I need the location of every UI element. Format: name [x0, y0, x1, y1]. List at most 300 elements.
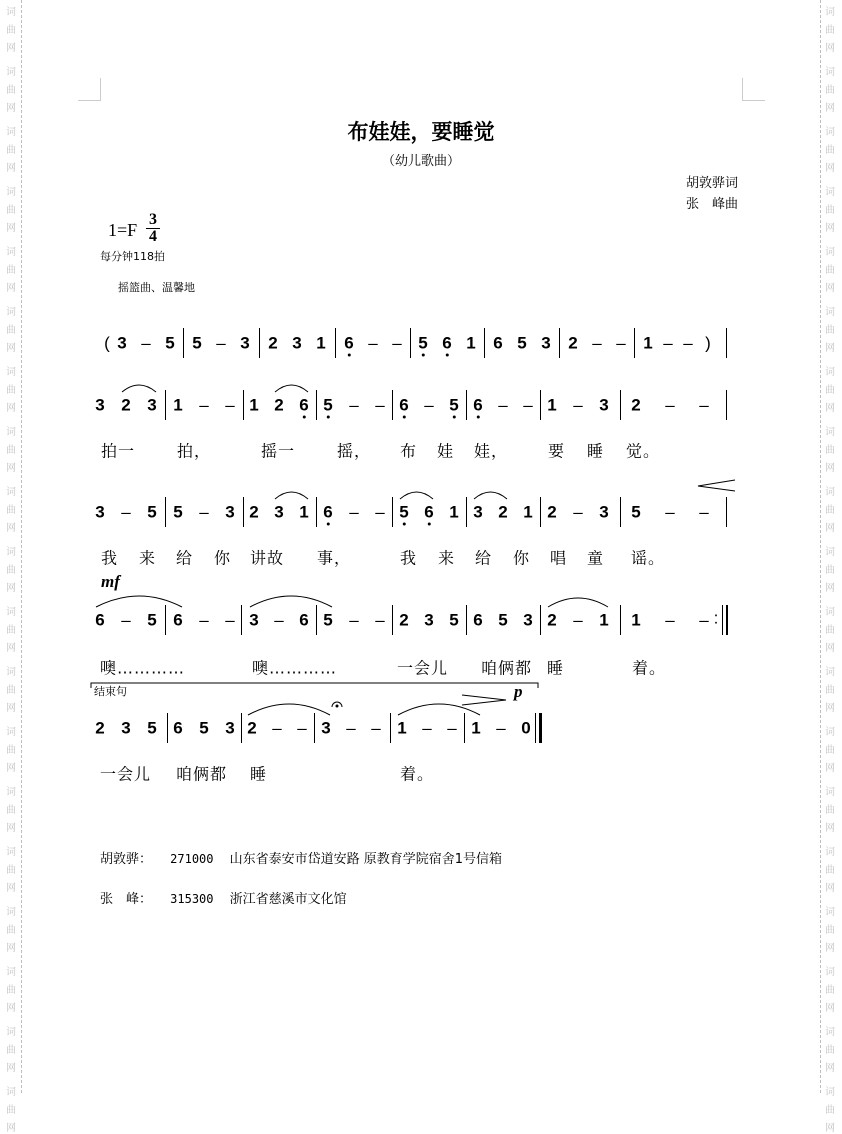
- watermark-char: 曲: [6, 745, 16, 756]
- watermark-char: 曲: [825, 25, 835, 36]
- watermark-char: 网: [825, 1003, 835, 1014]
- watermark-char: 词: [6, 967, 16, 978]
- watermark-char: 网: [825, 463, 835, 474]
- note-value: 3: [599, 395, 609, 415]
- barline: [314, 713, 315, 743]
- note-value: 6: [173, 718, 183, 738]
- note-value: 6: [473, 610, 483, 630]
- double-barline: [722, 605, 723, 635]
- footer-contact-composer: [100, 888, 347, 907]
- sustain-dash: [297, 720, 306, 737]
- note-value: 1: [631, 610, 641, 630]
- note-value: 0: [521, 718, 531, 738]
- note-value: –: [199, 610, 209, 630]
- sustain-dash: [424, 397, 433, 414]
- sustain-dash: [371, 720, 380, 737]
- lyric: 谣。: [631, 548, 666, 568]
- watermark-char: 网: [825, 283, 835, 294]
- watermark-char: 网: [6, 163, 16, 174]
- barline: [726, 328, 727, 358]
- note-value: 6: [173, 610, 183, 630]
- note-value: 5: [399, 502, 409, 522]
- note-value: 3: [523, 610, 533, 630]
- note-value: ): [705, 333, 711, 353]
- barline: [634, 328, 635, 358]
- note-value: –: [447, 718, 457, 738]
- low-octave-dot: [446, 354, 449, 357]
- note: [471, 720, 480, 737]
- low-octave-dot: [422, 354, 425, 357]
- note-value: 3: [121, 718, 131, 738]
- note: [299, 397, 308, 414]
- watermark-char: 网: [825, 763, 835, 774]
- dynamic-p: p: [514, 682, 523, 701]
- note-value: –: [665, 395, 675, 415]
- note: [498, 504, 507, 521]
- watermark-char: 词: [825, 307, 835, 318]
- watermark-char: 词: [825, 607, 835, 618]
- sustain-dash: [573, 504, 582, 521]
- low-octave-dot: [327, 416, 330, 419]
- note-value: –: [592, 333, 602, 353]
- watermark-char: 曲: [6, 925, 16, 936]
- note: [299, 612, 308, 629]
- note-value: –: [349, 502, 359, 522]
- note: [473, 397, 482, 414]
- note: [631, 397, 640, 414]
- footer-zip: 315300: [170, 892, 214, 906]
- note-value: –: [424, 395, 434, 415]
- note-value: 6: [344, 333, 354, 353]
- watermark-char: 网: [6, 703, 16, 714]
- sustain-dash: [498, 397, 507, 414]
- note-value: 1: [599, 610, 609, 630]
- barline: [392, 497, 393, 527]
- note: [547, 504, 556, 521]
- composer-credit: 张 峰曲: [686, 197, 739, 212]
- watermark-char: 曲: [825, 145, 835, 156]
- barline: [335, 328, 336, 358]
- note: [521, 720, 530, 737]
- note-value: 2: [95, 718, 105, 738]
- watermark-char: 网: [6, 523, 16, 534]
- watermark-char: 词: [825, 187, 835, 198]
- note: [274, 397, 283, 414]
- slur: [248, 704, 330, 715]
- watermark-char: 词: [6, 487, 16, 498]
- watermark-char: 曲: [6, 985, 16, 996]
- note-value: –: [349, 395, 359, 415]
- watermark-char: 曲: [6, 625, 16, 636]
- watermark-char: 曲: [825, 1105, 835, 1116]
- note-value: 6: [442, 333, 452, 353]
- note-value: –: [199, 502, 209, 522]
- barline: [466, 497, 467, 527]
- low-octave-dot: [403, 523, 406, 526]
- barline: [167, 713, 168, 743]
- lyric: 娃，: [474, 441, 509, 461]
- note-value: 2: [274, 395, 284, 415]
- watermark-char: 曲: [6, 1105, 16, 1116]
- watermark-char: 网: [825, 223, 835, 234]
- note-value: 6: [424, 502, 434, 522]
- sustain-dash: [349, 612, 358, 629]
- note-value: –: [349, 610, 359, 630]
- note-value: –: [683, 333, 693, 353]
- note-value: 3: [240, 333, 250, 353]
- lyric: 要: [548, 441, 566, 461]
- note: [541, 335, 550, 352]
- note: [599, 504, 608, 521]
- barline: [726, 497, 727, 527]
- watermark-char: 曲: [825, 805, 835, 816]
- note-value: –: [699, 610, 709, 630]
- barline: [392, 390, 393, 420]
- expression-marking: 摇篮曲、温馨地: [118, 281, 195, 294]
- sustain-dash: [346, 720, 355, 737]
- watermark-char: 曲: [825, 625, 835, 636]
- note: [399, 504, 408, 521]
- watermark-char: 网: [825, 1123, 835, 1134]
- sustain-dash: [665, 504, 674, 521]
- sustain-dash: [199, 612, 208, 629]
- watermark-char: 网: [6, 943, 16, 954]
- key-signature: 1=F: [108, 220, 138, 240]
- watermark-char: 网: [6, 463, 16, 474]
- note-value: 2: [249, 502, 259, 522]
- lyric: 拍一: [101, 441, 136, 461]
- watermark-char: 曲: [6, 505, 16, 516]
- ending-label: 结束句: [94, 685, 127, 698]
- watermark-char: 词: [825, 1027, 835, 1038]
- note-value: –: [573, 502, 583, 522]
- note-value: 5: [418, 333, 428, 353]
- note: [517, 335, 526, 352]
- lyric: 娃: [437, 441, 455, 461]
- note-value: –: [225, 610, 235, 630]
- lyric: 噢…………: [252, 658, 338, 678]
- note: [568, 335, 577, 352]
- note: [323, 397, 332, 414]
- note: [397, 720, 406, 737]
- repeat-dots: :: [713, 608, 719, 628]
- note-value: 2: [631, 395, 641, 415]
- barline: [620, 390, 621, 420]
- note: [268, 335, 277, 352]
- barline: [165, 497, 166, 527]
- note-value: 5: [631, 502, 641, 522]
- sustain-dash: [368, 335, 377, 352]
- note-value: 3: [274, 502, 284, 522]
- lyric: 噢…………: [100, 658, 186, 678]
- note: [399, 612, 408, 629]
- note: [344, 335, 353, 352]
- note-value: 5: [165, 333, 175, 353]
- note-value: 3: [541, 333, 551, 353]
- lyric: 布: [400, 441, 418, 461]
- note-value: 5: [449, 395, 459, 415]
- barline: [165, 390, 166, 420]
- note-value: –: [346, 718, 356, 738]
- low-octave-dot: [453, 416, 456, 419]
- slur: [474, 492, 507, 499]
- note-value: 3: [473, 502, 483, 522]
- barline: [620, 497, 621, 527]
- sustain-dash: [272, 720, 281, 737]
- note: [473, 612, 482, 629]
- note-value: 1: [523, 502, 533, 522]
- lyric: 着。: [400, 764, 435, 784]
- sustain-dash: [225, 397, 234, 414]
- note-value: –: [665, 610, 675, 630]
- note: [424, 612, 433, 629]
- lyric: 一会儿: [397, 658, 449, 678]
- watermark-char: 曲: [825, 445, 835, 456]
- watermark-char: 词: [825, 427, 835, 438]
- watermark-char: 曲: [6, 145, 16, 156]
- note-value: 3: [95, 502, 105, 522]
- watermark-char: 网: [6, 883, 16, 894]
- watermark-char: 网: [825, 403, 835, 414]
- crescendo-hairpin: [698, 480, 735, 491]
- watermark-char: 网: [6, 823, 16, 834]
- note-value: –: [663, 333, 673, 353]
- watermark-char: 曲: [825, 265, 835, 276]
- lyric: 觉。: [626, 441, 661, 461]
- lyric: 睡: [250, 764, 268, 784]
- fermata-dot: [336, 705, 339, 708]
- lyric: 咱俩都: [176, 764, 228, 784]
- note-value: 1: [397, 718, 407, 738]
- barline: [241, 713, 242, 743]
- note-value: 3: [321, 718, 331, 738]
- sustain-dash: [699, 397, 708, 414]
- note: [523, 612, 532, 629]
- note: [247, 720, 256, 737]
- note-value: –: [392, 333, 402, 353]
- note-value: 2: [498, 502, 508, 522]
- lyric: 事，: [317, 548, 352, 568]
- note: [418, 335, 427, 352]
- note-value: 3: [599, 502, 609, 522]
- note-value: –: [573, 610, 583, 630]
- watermark-char: 曲: [6, 565, 16, 576]
- watermark-char: 词: [6, 427, 16, 438]
- note-value: –: [141, 333, 151, 353]
- barline: [464, 713, 465, 743]
- final-barline: [539, 713, 542, 743]
- note-value: 1: [471, 718, 481, 738]
- note: [249, 612, 258, 629]
- watermark-char: 网: [6, 403, 16, 414]
- lyric: 摇一: [261, 441, 296, 461]
- note-value: 5: [147, 718, 157, 738]
- note-value: 2: [268, 333, 278, 353]
- watermark-char: 曲: [6, 685, 16, 696]
- low-octave-dot: [327, 523, 330, 526]
- lyric: 一会儿: [100, 764, 152, 784]
- watermark-char: 曲: [825, 505, 835, 516]
- watermark-char: 网: [825, 823, 835, 834]
- note: [523, 504, 532, 521]
- note: [547, 397, 556, 414]
- watermark-char: 网: [825, 163, 835, 174]
- watermark-char: 网: [825, 1063, 835, 1074]
- note-value: 5: [147, 502, 157, 522]
- note: [147, 612, 156, 629]
- sustain-dash: [375, 612, 384, 629]
- sustain-dash: [496, 720, 505, 737]
- time-signature-bottom: 4: [146, 228, 160, 245]
- note: [323, 612, 332, 629]
- note-value: 2: [121, 395, 131, 415]
- sustain-dash: [199, 397, 208, 414]
- sustain-dash: [199, 504, 208, 521]
- watermark-char: 曲: [6, 805, 16, 816]
- note-value: –: [199, 395, 209, 415]
- watermark-char: 词: [6, 367, 16, 378]
- note-value: –: [699, 502, 709, 522]
- ending-bracket: [91, 683, 538, 688]
- watermark-char: 网: [825, 703, 835, 714]
- note-value: 2: [568, 333, 578, 353]
- note-value: –: [375, 502, 385, 522]
- note-value: 6: [299, 395, 309, 415]
- lyric: 我: [101, 548, 119, 568]
- watermark-char: 曲: [6, 865, 16, 876]
- watermark-char: 曲: [6, 205, 16, 216]
- barline: [392, 605, 393, 635]
- note-value: 2: [247, 718, 257, 738]
- note-value: 6: [299, 610, 309, 630]
- note: [449, 397, 458, 414]
- note-value: –: [297, 718, 307, 738]
- barline: [484, 328, 485, 358]
- note-value: 2: [547, 610, 557, 630]
- note-value: 5: [449, 610, 459, 630]
- note: [442, 335, 451, 352]
- note-value: –: [274, 610, 284, 630]
- note: [599, 397, 608, 414]
- watermark-char: 词: [6, 787, 16, 798]
- slur: [548, 598, 608, 607]
- note-value: 1: [316, 333, 326, 353]
- note-value: –: [121, 502, 131, 522]
- decrescendo-hairpin: [462, 695, 506, 705]
- low-octave-dot: [477, 416, 480, 419]
- footer-zip: 271000: [170, 852, 214, 866]
- note: [292, 335, 301, 352]
- low-octave-dot: [303, 416, 306, 419]
- note-value: –: [523, 395, 533, 415]
- note-value: 6: [493, 333, 503, 353]
- barline: [540, 605, 541, 635]
- low-octave-dot: [428, 523, 431, 526]
- sustain-dash: [523, 397, 532, 414]
- barline: [466, 390, 467, 420]
- watermark-char: 网: [825, 643, 835, 654]
- note-value: 1: [173, 395, 183, 415]
- watermark-char: 曲: [6, 385, 16, 396]
- watermark-char: 词: [825, 127, 835, 138]
- dynamic-mf: mf: [101, 572, 120, 591]
- watermark-char: 网: [6, 1123, 16, 1134]
- watermark-char: 词: [825, 667, 835, 678]
- watermark-char: 网: [6, 43, 16, 54]
- watermark-char: 网: [6, 223, 16, 234]
- note: [316, 335, 325, 352]
- note-value: –: [498, 395, 508, 415]
- watermark-char: 网: [6, 583, 16, 594]
- watermark-char: 曲: [825, 985, 835, 996]
- sustain-dash: [699, 612, 708, 629]
- watermark-char: 网: [6, 103, 16, 114]
- watermark-char: 网: [825, 43, 835, 54]
- note: [95, 397, 104, 414]
- watermark-char: 曲: [6, 85, 16, 96]
- note-value: 6: [399, 395, 409, 415]
- footer-name: 张 峰：: [100, 892, 153, 907]
- watermark-char: 曲: [825, 385, 835, 396]
- watermark-char: 网: [825, 523, 835, 534]
- song-title: 布娃娃，要睡觉: [347, 119, 495, 144]
- watermark-char: 网: [6, 1003, 16, 1014]
- time-signature-top: 3: [149, 211, 157, 228]
- lyric: 来: [139, 548, 157, 568]
- note-value: 5: [517, 333, 527, 353]
- sustain-dash: [141, 335, 150, 352]
- watermark-char: 曲: [6, 445, 16, 456]
- barline: [316, 390, 317, 420]
- note: [547, 612, 556, 629]
- watermark-char: 词: [825, 967, 835, 978]
- watermark-char: 词: [6, 247, 16, 258]
- slur: [275, 492, 308, 499]
- double-barline: [726, 605, 728, 635]
- note-value: 5: [147, 610, 157, 630]
- note-value: 5: [173, 502, 183, 522]
- watermark-char: 曲: [825, 685, 835, 696]
- note-value: –: [368, 333, 378, 353]
- note: [240, 335, 249, 352]
- barline: [540, 497, 541, 527]
- lyric: 给: [475, 548, 493, 568]
- note: [147, 397, 156, 414]
- barline: [390, 713, 391, 743]
- note: [121, 720, 130, 737]
- lyric: 拍，: [177, 441, 212, 461]
- watermark-char: 词: [6, 907, 16, 918]
- barline: [316, 497, 317, 527]
- watermark-char: 曲: [825, 205, 835, 216]
- watermark-char: 网: [6, 343, 16, 354]
- watermark-char: 曲: [825, 1045, 835, 1056]
- sustain-dash: [699, 504, 708, 521]
- note-value: 1: [466, 333, 476, 353]
- note-value: 5: [199, 718, 209, 738]
- note: [192, 335, 201, 352]
- watermark-char: 词: [6, 1087, 16, 1098]
- note-value: 3: [147, 395, 157, 415]
- note-value: –: [121, 610, 131, 630]
- sustain-dash: [592, 335, 601, 352]
- watermark-char: 网: [825, 883, 835, 894]
- note: [643, 335, 652, 352]
- lyric: 给: [176, 548, 194, 568]
- lyric: 摇，: [337, 441, 372, 461]
- sustain-dash: [121, 504, 130, 521]
- slur: [96, 596, 182, 607]
